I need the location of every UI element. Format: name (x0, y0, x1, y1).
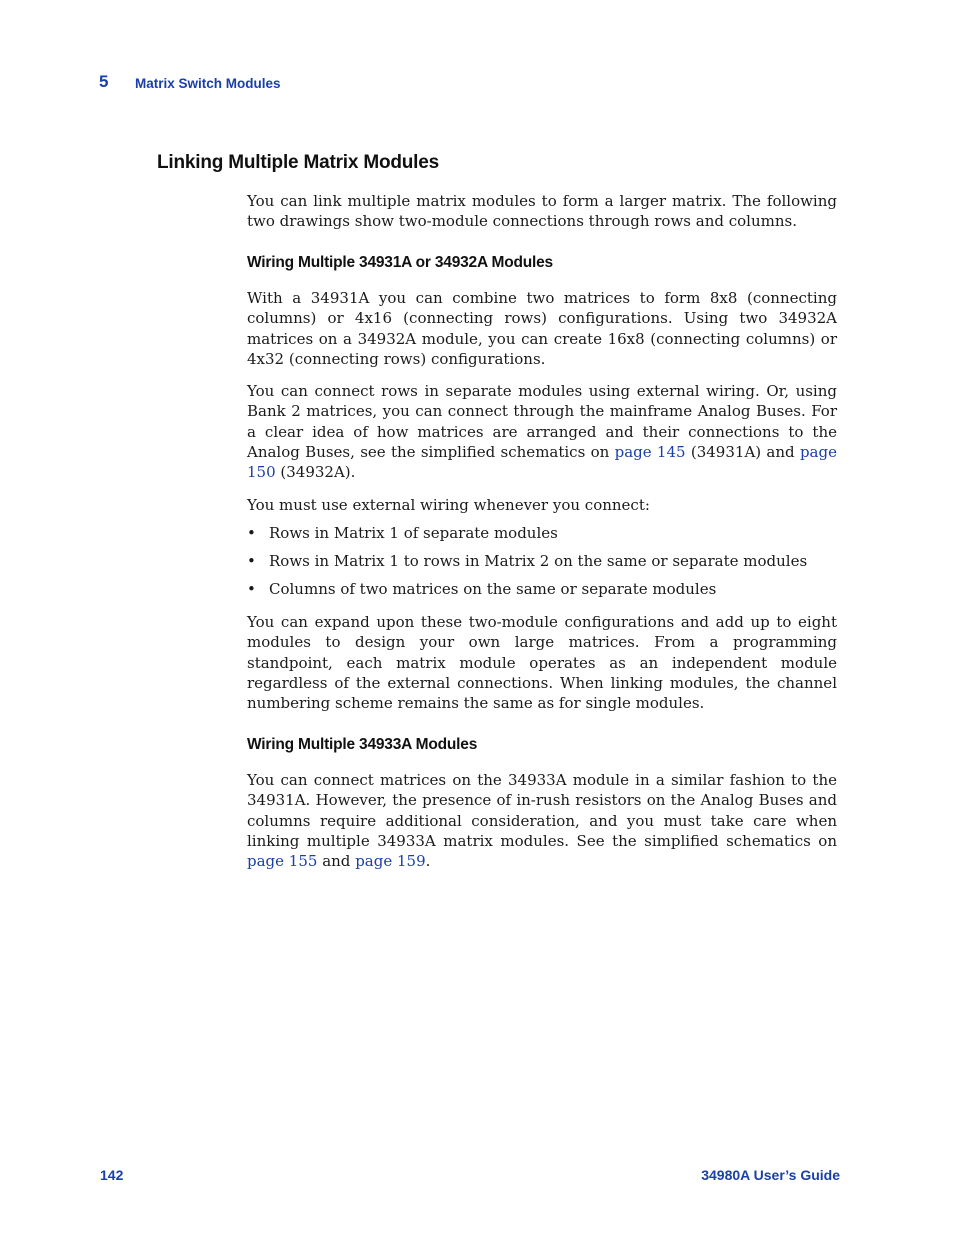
paragraph-analog-buses (247, 381, 837, 482)
paragraph-text: You can connect rows in separate modules using external wiring. Or, using Bank 2 matrices, you can connect through the mainframe Analog Buses. For a clear idea of how matrices are arranged and their connections to the Analog Buses, see the simplified schematics on (247, 382, 837, 461)
page-number: 142 (100, 1167, 124, 1183)
link-page-159[interactable]: page 159 (355, 852, 426, 871)
paragraph-external-wiring: You must use external wiring whenever you connect: (247, 496, 650, 514)
paragraph-expand-modules: You can expand upon these two-module configurations and add up to eight modules to design your own large matrices. From a programming standpoint, each matrix module operates as an independent module regardless of the external connections. When linking modules, the channel numbering scheme remains the same as for single modules. (247, 613, 837, 713)
link-page-145[interactable]: page 145 (614, 442, 686, 461)
list-item-text: Rows in Matrix 1 to rows in Matrix 2 on the same or separate modules (269, 552, 808, 570)
chapter-number: 5 (99, 72, 109, 91)
list-item-text: Columns of two matrices on the same or separate modules (269, 580, 717, 598)
paragraph-configurations: With a 34931A you can combine two matrices to form 8x8 (connecting columns) or 4x16 (connecting rows) configurations. Using two 34932A matrices on a 34932A module, you can create 16x8 (connecting columns) or 4x32 (connecting rows) configurations. (247, 289, 837, 368)
list-item (247, 523, 847, 543)
paragraph-34933a (247, 770, 837, 871)
link-page-150[interactable]: page 150 (247, 442, 837, 482)
subsection-title-34933a: Wiring Multiple 34933A Modules (247, 736, 478, 753)
paragraph-text: (34932A). (275, 463, 356, 482)
guide-title: 34980A User’s Guide (701, 1167, 840, 1183)
bullet-marker: • (247, 580, 256, 598)
section-title: Linking Multiple Matrix Modules (157, 152, 439, 173)
list-item (247, 579, 847, 599)
subsection-title-34931a-34932a: Wiring Multiple 34931A or 34932A Modules (247, 254, 553, 271)
list-item (247, 551, 847, 571)
paragraph-text: . (425, 852, 431, 871)
list-item-text: Rows in Matrix 1 of separate modules (269, 524, 558, 542)
paragraph-text: and (317, 852, 356, 871)
section-intro: You can link multiple matrix modules to form a larger matrix. The following two drawings show two-module connections through rows and columns. (247, 192, 837, 231)
paragraph-text: You can connect matrices on the 34933A module in a similar fashion to the 34931A. However, the presence of in-rush resistors on the Analog Buses and columns require additional consideration, and you must take care when linking multiple 34933A matrix modules. See the simplified schematics on (247, 771, 837, 850)
paragraph-text: (34931A) and (685, 442, 800, 461)
bullet-marker: • (247, 524, 256, 542)
bullet-marker: • (247, 552, 256, 570)
link-page-155[interactable]: page 155 (247, 852, 318, 871)
chapter-title: Matrix Switch Modules (135, 76, 281, 91)
